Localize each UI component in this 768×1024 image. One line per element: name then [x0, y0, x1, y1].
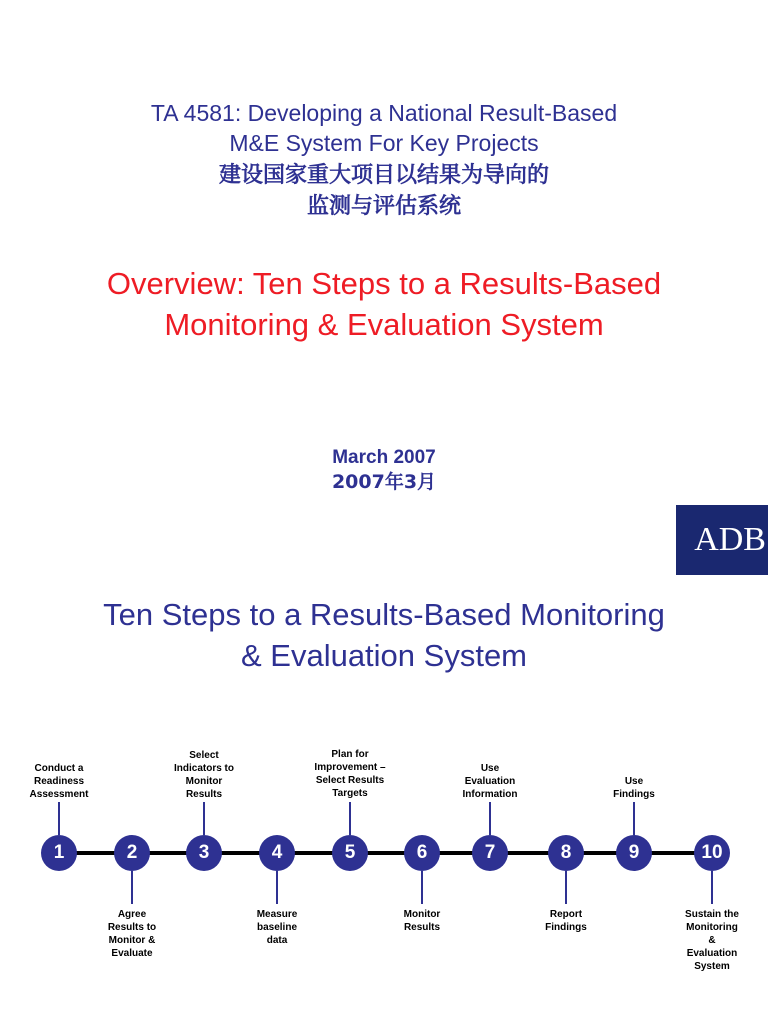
step-9-connector — [633, 802, 635, 835]
adb-logo: ADB — [676, 505, 768, 575]
step-2-circle: 2 — [114, 835, 150, 871]
steps-section-title-line2: & Evaluation System — [240, 638, 528, 673]
step-1-connector — [58, 802, 60, 835]
step-1-circle: 1 — [41, 835, 77, 871]
step-7-circle: 7 — [472, 835, 508, 871]
step-4-label: Measure baseline data — [256, 909, 298, 946]
step-8-connector — [565, 871, 567, 904]
step-2-connector — [131, 871, 133, 904]
step-3-label: Select Indicators to Monitor Results — [173, 750, 234, 800]
step-3-circle: 3 — [186, 835, 222, 871]
step-3-connector — [203, 802, 205, 835]
overview-title-line1: Overview: Ten Steps to a Results-Based — [106, 266, 662, 301]
project-title-chinese — [0, 160, 768, 222]
step-1-label: Conduct a Readiness Assessment — [29, 763, 89, 800]
step-4-connector — [276, 871, 278, 904]
project-title-chinese-line1: 建设国家重大项目以结果为导向的 — [218, 163, 549, 188]
step-6-connector — [421, 871, 423, 904]
step-6-label: Monitor Results — [403, 909, 441, 933]
overview-title — [0, 263, 768, 345]
step-5-connector — [349, 802, 351, 835]
step-10-connector — [711, 871, 713, 904]
project-title-line2: M&E System For Key Projects — [229, 130, 539, 156]
project-title — [0, 98, 768, 158]
step-5-label: Plan for Improvement – Select Results Targets — [314, 749, 386, 799]
project-title-line1: TA 4581: Developing a National Result-Based — [150, 100, 618, 126]
date-block — [0, 446, 768, 494]
steps-section-title — [0, 594, 768, 676]
date-english: March 2007 — [332, 447, 436, 468]
timeline-line — [59, 851, 712, 855]
step-8-label: Report Findings — [545, 909, 587, 933]
step-7-connector — [489, 802, 491, 835]
step-10-circle: 10 — [694, 835, 730, 871]
step-6-circle: 6 — [404, 835, 440, 871]
step-7-label: Use Evaluation Information — [462, 763, 518, 800]
date-chinese: 2007年3月 — [331, 471, 437, 493]
steps-section-title-line1: Ten Steps to a Results-Based Monitoring — [103, 597, 665, 632]
step-8-circle: 8 — [548, 835, 584, 871]
step-2-label: Agree Results to Monitor & Evaluate — [107, 909, 157, 959]
step-5-circle: 5 — [332, 835, 368, 871]
step-10-label: Sustain the Monitoring & Evaluation System — [685, 909, 739, 972]
step-9-circle: 9 — [616, 835, 652, 871]
step-9-label: Use Findings — [613, 776, 655, 800]
overview-title-line2: Monitoring & Evaluation System — [164, 307, 604, 342]
project-title-chinese-line2: 监测与评估系统 — [306, 194, 461, 219]
step-4-circle: 4 — [259, 835, 295, 871]
